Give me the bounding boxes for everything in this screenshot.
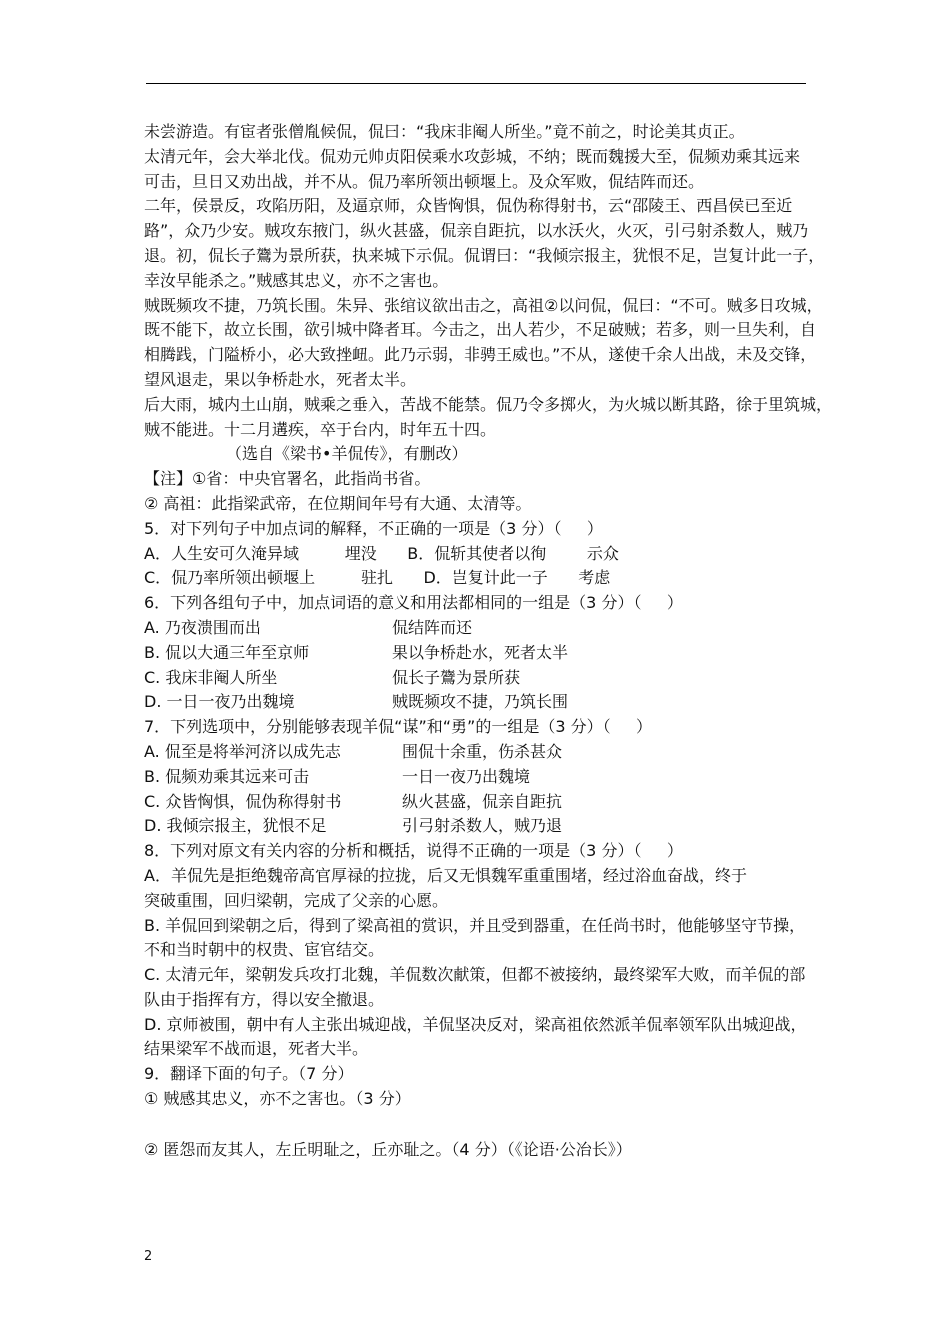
translation-item: ② 匿怨而友其人，左丘明耻之，丘亦耻之。（4 分）（《论语·公冶长》） <box>144 1139 632 1159</box>
question-9-stem: 9．翻译下面的句子。（7 分） <box>144 1064 354 1084</box>
question-8-line: A．羊侃先是拒绝魏帝高官厚禄的拉拢，后又无惧魏军重重围堵，经过浴血奋战，终于 <box>144 865 747 885</box>
option-right: 侃长子鷟为景所获 <box>392 667 521 687</box>
passage-line: 路”，众乃少安。贼攻东掖门，纵火甚盛，侃亲自距抗，以水沃火，火灭，引弓射杀数人，贼乃 <box>144 221 809 241</box>
option-right: 纵火甚盛，侃亲自距抗 <box>402 791 563 811</box>
option-left: D. 一日一夜乃出魏境 <box>144 692 295 712</box>
passage-line: 望风退走，果以争桥赴水，死者太半。 <box>144 369 417 389</box>
question-7-option <box>144 740 816 765</box>
note-line: 【注】①省：中央官署名，此指尚书省。 <box>144 469 431 489</box>
option-right: 一日一夜乃出魏境 <box>402 766 531 786</box>
note-line: ② 高祖：此指梁武帝，在位期间年号有大通、太清等。 <box>144 493 532 513</box>
page-content <box>144 120 833 1163</box>
question-8-stem: 8．下列对原文有关内容的分析和概括，说得不正确的一项是（3 分）（ ） <box>144 841 683 861</box>
question-6-option <box>144 616 816 641</box>
source-citation: （选自《梁书•羊侃传》，有删改） <box>226 444 468 464</box>
passage-line: 幸汝早能杀之。”贼感其忠义，亦不之害也。 <box>144 270 449 290</box>
option-right: 引弓射杀数人，贼乃退 <box>402 816 563 836</box>
question-8-line: 结果梁军不战而退，死者大半。 <box>144 1039 369 1059</box>
question-8-line: 不和当时朝中的权贵、宦官结交。 <box>144 940 385 960</box>
question-6-option <box>144 641 816 666</box>
passage-line: 贼既频攻不捷，乃筑长围。朱异、张绾议欲出击之，高祖②以问侃，侃曰：“不可。贼多日攻城， <box>144 295 823 315</box>
page-number: 2 <box>144 1249 153 1264</box>
question-5-options: C．侃乃率所领出顿堰上 驻扎 D．岂复计此一子 考虑 <box>144 568 611 588</box>
question-8-line: C. 太清元年，梁朝发兵攻打北魏，羊侃数次献策，但都不被接纳，最终梁军大败，而羊侃的部 <box>144 965 806 985</box>
option-left: B. 侃频劝乘其远来可击 <box>144 766 310 786</box>
option-left: C. 我床非阉人所坐 <box>144 667 278 687</box>
translation-item: ① 贼感其忠义，亦不之害也。（3 分） <box>144 1089 411 1109</box>
passage-line: 后大雨，城内土山崩，贼乘之垂入，苦战不能禁。侃乃令多掷火，为火城以断其路，徐于里筑城， <box>144 394 833 414</box>
question-7-option <box>144 790 816 815</box>
passage-line: 贼不能进。十二月遘疾，卒于台内，时年五十四。 <box>144 419 497 439</box>
option-right: 围侃十余重，伤杀甚众 <box>402 741 563 761</box>
question-6-option <box>144 690 816 715</box>
passage-line: 未尝游造。有宦者张僧胤候侃，侃曰：“我床非阉人所坐。”竟不前之，时论美其贞正。 <box>144 122 745 141</box>
passage-line: 退。初，侃长子鷟为景所获，执来城下示侃。侃谓曰：“我倾宗报主，犹恨不足，岂复计此一子， <box>144 245 825 265</box>
question-7-option <box>144 814 816 839</box>
question-8-line: 队由于指挥有方，得以安全撤退。 <box>144 989 385 1009</box>
question-5-stem: 5．对下列句子中加点词的解释，不正确的一项是（3 分）（ ） <box>144 518 603 538</box>
option-right: 侃结阵而还 <box>392 617 473 637</box>
option-right: 贼既频攻不捷，乃筑长围 <box>392 692 569 712</box>
header-rule <box>146 83 806 84</box>
passage-line: 太清元年，会大举北伐。侃劝元帅贞阳侯乘水攻彭城，不纳；既而魏援大至，侃频劝乘其远来 <box>144 146 801 166</box>
option-left: C. 众皆恟惧，侃伪称得射书 <box>144 791 342 811</box>
option-left: B. 侃以大通三年至京师 <box>144 642 310 662</box>
passage-line: 相腾践，门隘桥小，必大致挫衄。此乃示弱，非骋王威也。”不从，遂使千余人出战，未及交锋， <box>144 345 817 365</box>
question-8-line: D. 京师被围，朝中有人主张出城迎战，羊侃坚决反对，梁高祖依然派羊侃率领军队出城迎战， <box>144 1014 807 1034</box>
question-7-stem: 7．下列选项中，分别能够表现羊侃“谋”和“勇”的一组是（3 分）（ ） <box>144 717 653 737</box>
question-8-line: 突破重围，回归梁朝，完成了父亲的心愿。 <box>144 890 449 910</box>
question-8-line: B. 羊侃回到梁朝之后，得到了梁高祖的赏识，并且受到器重，在任尚书时，他能够坚守节操， <box>144 915 806 935</box>
question-7-option <box>144 765 816 790</box>
option-left: A. 乃夜溃围而出 <box>144 617 261 637</box>
option-left: D. 我倾宗报主，犹恨不足 <box>144 816 327 836</box>
passage-line: 既不能下，故立长围，欲引城中降者耳。今击之，出人若少，不足破贼；若多，则一旦失利，自 <box>144 320 817 340</box>
question-6-stem: 6．下列各组句子中，加点词语的意义和用法都相同的一组是（3 分）（ ） <box>144 593 683 613</box>
passage-line: 二年，侯景反，攻陷历阳，及逼京师，众皆恟惧，侃伪称得射书，云“邵陵王、西昌侯已至近 <box>144 196 793 216</box>
question-5-options: A．人生安可久淹异域 埋没 B．侃斩其使者以徇 示众 <box>144 543 619 563</box>
question-6-option <box>144 666 816 691</box>
option-left: A. 侃至是将举河济以成先志 <box>144 741 341 761</box>
answer-space <box>144 1112 816 1138</box>
passage-line: 可击，旦日又劝出战，并不从。侃乃率所领出顿堰上。及众军败，侃结阵而还。 <box>144 171 705 191</box>
option-right: 果以争桥赴水，死者太半 <box>392 642 569 662</box>
